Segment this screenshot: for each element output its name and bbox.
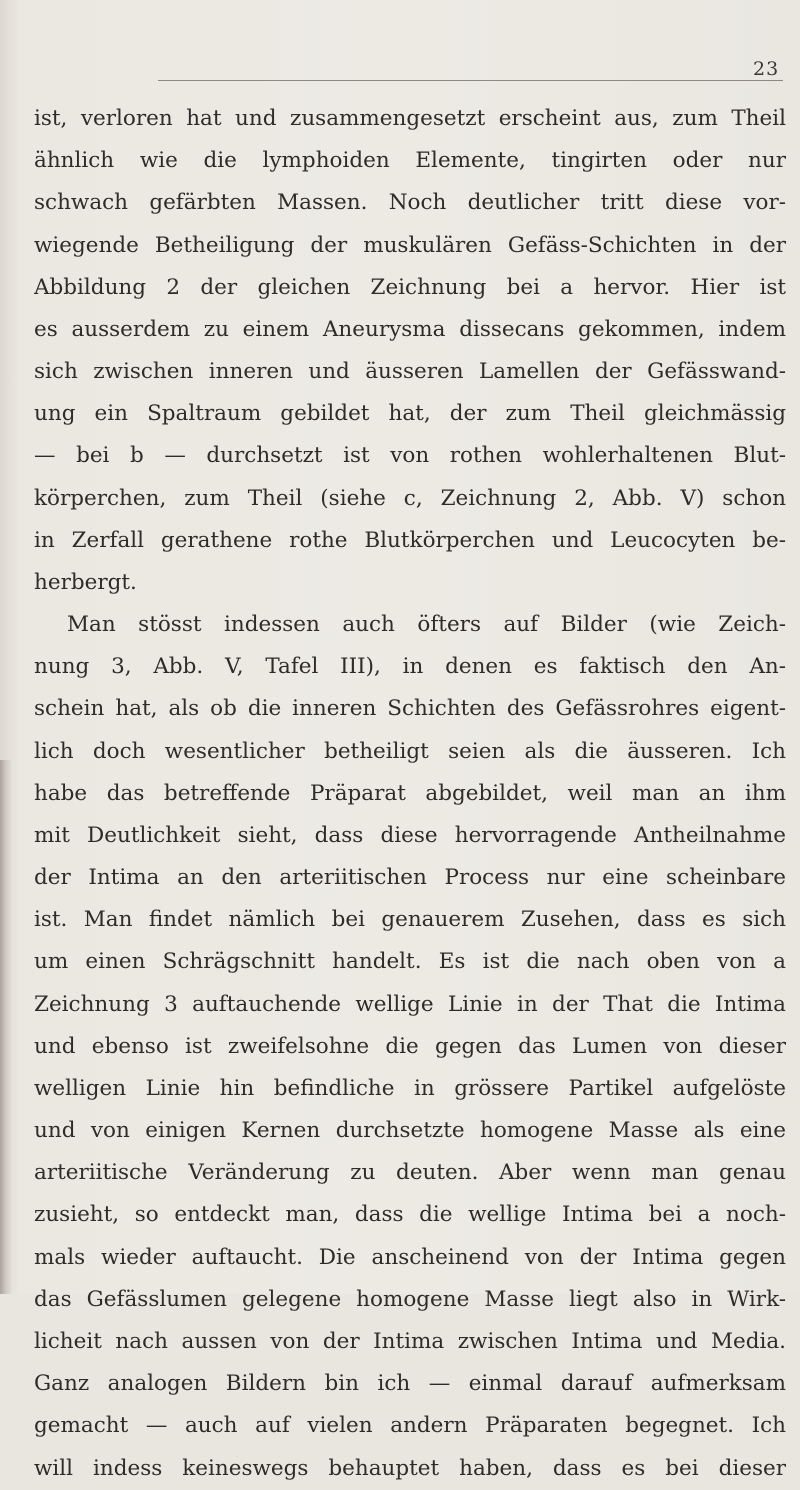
text-line: schwach gefärbten Massen. Noch deutlicher tritt diese vor- <box>34 190 786 216</box>
text-line: ähnlich wie die lymphoiden Elemente, tingirten oder nur <box>34 148 786 174</box>
text-line: der Intima an den arteriitischen Process nur eine scheinbare <box>34 865 786 891</box>
text-line: wiegende Betheiligung der muskulären Gefäss-Schichten in der <box>34 232 786 258</box>
text-line: es ausserdem zu einem Aneurysma dissecans gekommen, indem <box>34 316 786 342</box>
text-line: Zeichnung 3 auftauchende wellige Linie in der That die Intima <box>34 991 786 1017</box>
page-edge-shadow <box>0 760 12 1294</box>
text-line: — bei b — durchsetzt ist von rothen wohlerhaltenen Blut- <box>34 443 786 469</box>
text-line: welligen Linie hin befindliche in grössere Partikel aufgelöste <box>34 1075 786 1101</box>
text-line: gemacht — auch auf vielen andern Präparaten begegnet. Ich <box>34 1413 786 1439</box>
text-line-paragraph-start: Man stösst indessen auch öfters auf Bilder (wie Zeich- <box>67 612 786 638</box>
text-line: ist. Man findet nämlich bei genauerem Zusehen, dass es sich <box>34 907 786 933</box>
header-rule <box>158 80 783 81</box>
text-line: schein hat, als ob die inneren Schichten des Gefässrohres eigent- <box>34 696 786 722</box>
text-line: und von einigen Kernen durchsetzte homogene Masse als eine <box>34 1118 786 1144</box>
text-line: körperchen, zum Theil (siehe c, Zeichnung 2, Abb. V) schon <box>34 485 786 511</box>
text-line: arteriitische Veränderung zu deuten. Aber wenn man genau <box>34 1160 786 1186</box>
text-line: habe das betreffende Präparat abgebildet, weil man an ihm <box>34 780 786 806</box>
text-line: Abbildung 2 der gleichen Zeichnung bei a hervor. Hier ist <box>34 274 786 300</box>
text-line: ist, verloren hat und zusammengesetzt erscheint aus, zum Theil <box>34 106 786 131</box>
text-line: sich zwischen inneren und äusseren Lamellen der Gefässwand- <box>34 359 786 385</box>
text-line: lich doch wesentlicher betheiligt seien als die äusseren. Ich <box>34 738 786 764</box>
page-number: 23 <box>753 58 780 80</box>
text-line: Ganz analogen Bildern bin ich — einmal darauf aufmerksam <box>34 1371 786 1397</box>
text-line: will indess keineswegs behauptet haben, dass es bei dieser <box>34 1455 786 1481</box>
text-line: und ebenso ist zweifelsohne die gegen das Lumen von dieser <box>34 1033 786 1059</box>
text-line: das Gefässlumen gelegene homogene Masse liegt also in Wirk- <box>34 1286 786 1312</box>
text-line: mit Deutlichkeit sieht, dass diese hervorragende Antheilnahme <box>34 822 786 848</box>
text-line: um einen Schrägschnitt handelt. Es ist die nach oben von a <box>34 949 786 975</box>
text-line: licheit nach aussen von der Intima zwischen Intima und Media. <box>34 1328 786 1354</box>
text-line: nung 3, Abb. V, Tafel III), in denen es faktisch den An- <box>34 654 786 680</box>
text-line: mals wieder auftaucht. Die anscheinend von der Intima gegen <box>34 1244 786 1270</box>
text-line: ung ein Spaltraum gebildet hat, der zum Theil gleichmässig <box>34 401 786 427</box>
text-line-paragraph-end: herbergt. <box>34 569 137 595</box>
text-line: zusieht, so entdeckt man, dass die wellige Intima bei a noch- <box>34 1202 786 1228</box>
body-text <box>34 98 786 1490</box>
text-line: in Zerfall gerathene rothe Blutkörperchen und Leucocyten be- <box>34 527 786 553</box>
